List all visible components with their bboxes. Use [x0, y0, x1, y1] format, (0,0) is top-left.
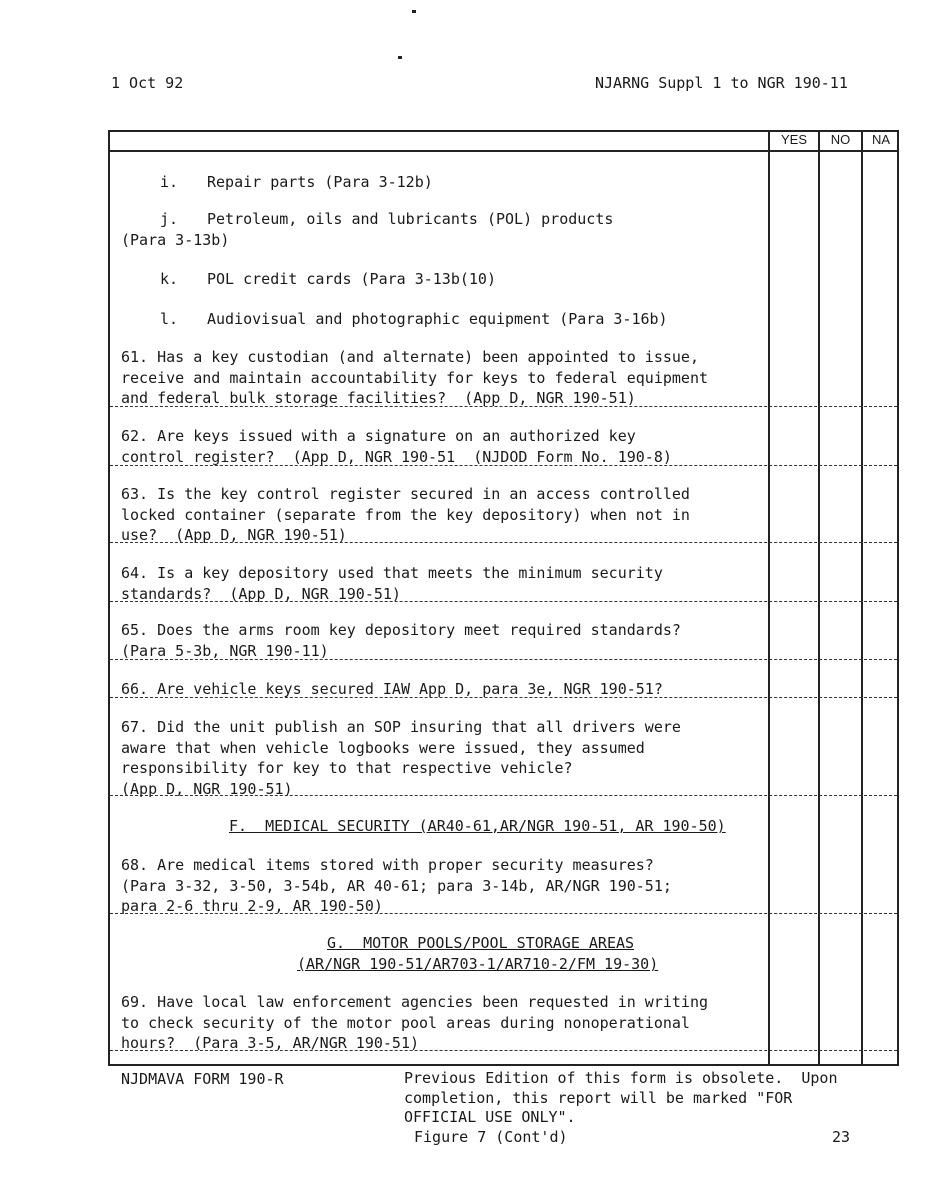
question-62: 62. Are keys issued with a signature on an authorized key control register? (App D, NGR 190-51 (NJDOD Form No. 190-8): [121, 427, 672, 466]
subitem-text: POL credit cards (Para 3-13b(10): [207, 270, 496, 288]
subitem-text: Petroleum, oils and lubricants (POL) products: [207, 210, 614, 228]
row-divider: [110, 913, 897, 914]
question-61: 61. Has a key custodian (and alternate) been appointed to issue, receive and maintain accountability for keys to federal equipment and federal bulk storage facilities? (App D, NGR 190-51): [121, 348, 708, 407]
question-65: 65. Does the arms room key depository meet required standards? (Para 5-3b, NGR 190-11): [121, 621, 681, 660]
row-divider: [110, 601, 897, 602]
form-notice: Previous Edition of this form is obsolete. Upon completion, this report will be marked "FOR OFFICIAL USE ONLY".: [404, 1069, 838, 1126]
header-date: 1 Oct 92: [111, 74, 184, 92]
form-number: NJDMAVA FORM 190-R: [121, 1070, 284, 1088]
col-header-no: NO: [830, 132, 851, 147]
header-row-divider: [108, 150, 899, 152]
subitem-text: Audiovisual and photographic equipment (Para 3-16b): [207, 310, 668, 328]
col-header-yes: YES: [780, 132, 807, 147]
question-68: 68. Are medical items stored with proper security measures? (Para 3-32, 3-50, 3-54b, AR 40-61; para 3-14b, AR/NGR 190-51; para 2-6 thru 2-9, AR 190-50): [121, 856, 672, 915]
row-divider: [110, 795, 897, 796]
question-64: 64. Is a key depository used that meets the minimum security standards? (App D, NGR 190-51): [121, 564, 663, 603]
row-divider: [110, 659, 897, 660]
row-divider: [110, 406, 897, 407]
row-divider: [110, 697, 897, 698]
question-67: 67. Did the unit publish an SOP insuring that all drivers were aware that when vehicle logbooks were issued, they assumed responsibility for key to that respective vehicle? (App D, NGR 190-51): [121, 718, 681, 798]
subitem-letter: j.: [160, 210, 179, 228]
header-supplement: NJARNG Suppl 1 to NGR 190-11: [595, 74, 848, 92]
col-divider-na: [861, 130, 863, 1066]
subitem-letter: l.: [160, 310, 179, 328]
subitem-text: Repair parts (Para 3-12b): [207, 173, 433, 191]
section-g-heading-line1: G. MOTOR POOLS/POOL STORAGE AREAS: [327, 934, 635, 952]
row-divider: [110, 542, 897, 543]
col-header-na: NA: [871, 132, 891, 147]
question-66: 66. Are vehicle keys secured IAW App D, para 3e, NGR 190-51?: [121, 680, 663, 698]
question-63: 63. Is the key control register secured in an access controlled locked container (separate from the key depository) when not in use? (App D, NGR 190-51): [121, 485, 690, 544]
row-divider: [110, 1050, 897, 1051]
subitem-letter: k.: [160, 270, 179, 288]
question-69: 69. Have local law enforcement agencies been requested in writing to check security of the motor pool areas during nonoperational hours? (Para 3-5, AR/NGR 190-51): [121, 993, 708, 1052]
figure-caption: Figure 7 (Cont'd): [414, 1128, 568, 1146]
scan-speck: [412, 10, 416, 13]
col-divider-no: [818, 130, 820, 1066]
scan-speck: [398, 56, 402, 59]
subitem-text-cont: (Para 3-13b): [121, 231, 230, 249]
subitem-letter: i.: [160, 173, 179, 191]
page-number: 23: [832, 1128, 851, 1146]
section-f-heading: F. MEDICAL SECURITY (AR40-61,AR/NGR 190-51, AR 190-50): [229, 817, 726, 835]
section-g-heading-line2: (AR/NGR 190-51/AR703-1/AR710-2/FM 19-30): [297, 955, 659, 973]
row-divider: [110, 465, 897, 466]
col-divider-yes: [768, 130, 770, 1066]
